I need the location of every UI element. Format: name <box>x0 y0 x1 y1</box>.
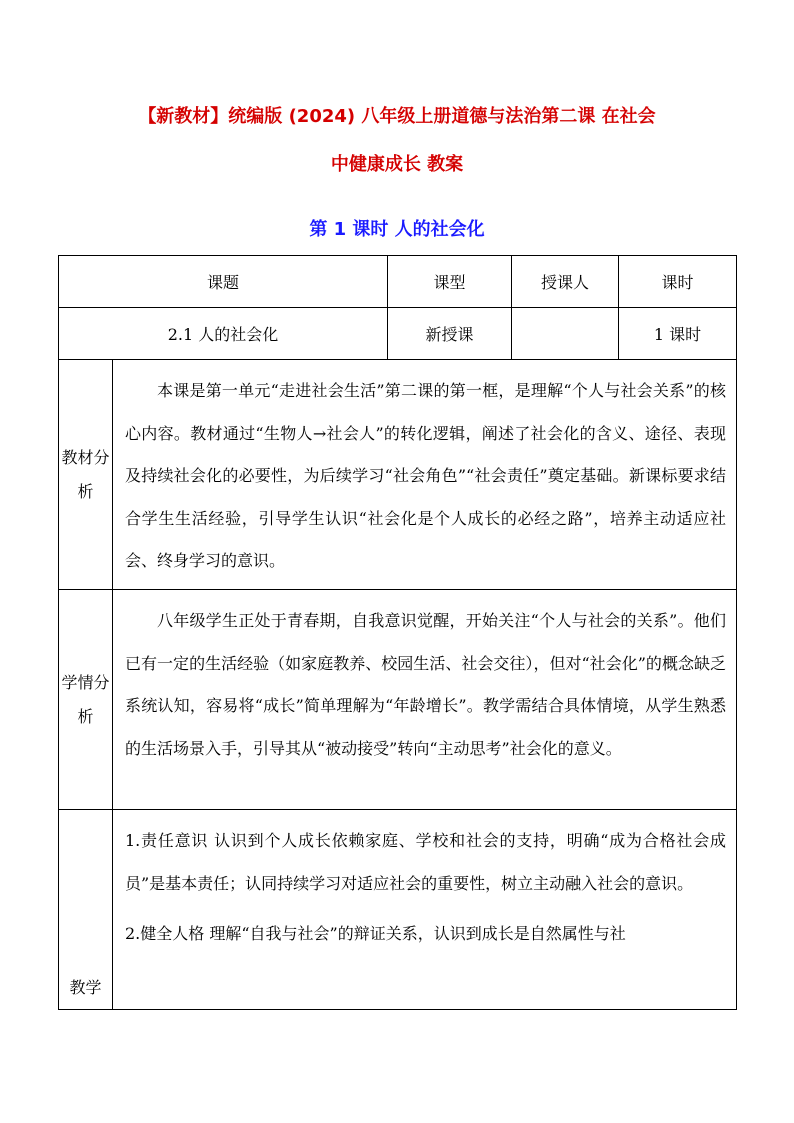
objective-item: 2.健全人格 理解“自我与社会”的辩证关系，认识到成长是自然属性与社 <box>125 924 626 943</box>
cell-hours: 1 课时 <box>619 308 737 360</box>
section-student-analysis <box>59 590 737 810</box>
table-header-row <box>59 256 737 308</box>
header-hours: 课时 <box>619 256 737 308</box>
section-text: 本课是第一单元“走进社会生活”第二课的第一框，是理解“个人与社会关系”的核心内容。教材通过“生物人→社会人”的转化逻辑，阐述了社会化的含义、途径、表现及持续社会化的必要性，为后续学习“社会角色”“社会责任”奠定基础。新课标要求结合学生生活经验，引导学生认识“社会化是个人成长的必经之路”，培养主动适应社会、终身学习的意识。 <box>125 381 727 570</box>
header-teacher: 授课人 <box>512 256 619 308</box>
section-label: 教学 <box>59 810 113 1010</box>
section-teaching-objectives <box>59 810 737 1010</box>
document-title-line2: 中健康成长 教案 <box>330 154 464 175</box>
section-textbook-analysis <box>59 360 737 590</box>
cell-teacher <box>512 308 619 360</box>
section-text: 八年级学生正处于青春期，自我意识觉醒，开始关注“个人与社会的关系”。他们已有一定的生活经验（如家庭教养、校园生活、社会交往），但对“社会化”的概念缺乏系统认知，容易将“成长”简单理解为“年龄增长”。教学需结合具体情境，从学生熟悉的生活场景入手，引导其从“被动接受”转向“主动思考”社会化的意义。 <box>125 611 727 758</box>
lesson-plan-table <box>58 255 737 1010</box>
section-label: 教材分析 <box>59 360 113 590</box>
cell-type: 新授课 <box>388 308 512 360</box>
cell-topic: 2.1 人的社会化 <box>59 308 388 360</box>
table-row <box>59 308 737 360</box>
lesson-subtitle: 第 1 课时 人的社会化 <box>309 219 485 240</box>
objective-item: 1.责任意识 认识到个人成长依赖家庭、学校和社会的支持，明确“成为合格社会成员”是基本责任；认同持续学习对适应社会的重要性，树立主动融入社会的意识。 <box>125 831 727 893</box>
section-label: 学情分析 <box>59 590 113 810</box>
document-title-line1: 【新教材】统编版 (2024) 八年级上册道德与法治第二课 在社会 <box>138 106 656 127</box>
header-type: 课型 <box>388 256 512 308</box>
header-topic: 课题 <box>59 256 388 308</box>
